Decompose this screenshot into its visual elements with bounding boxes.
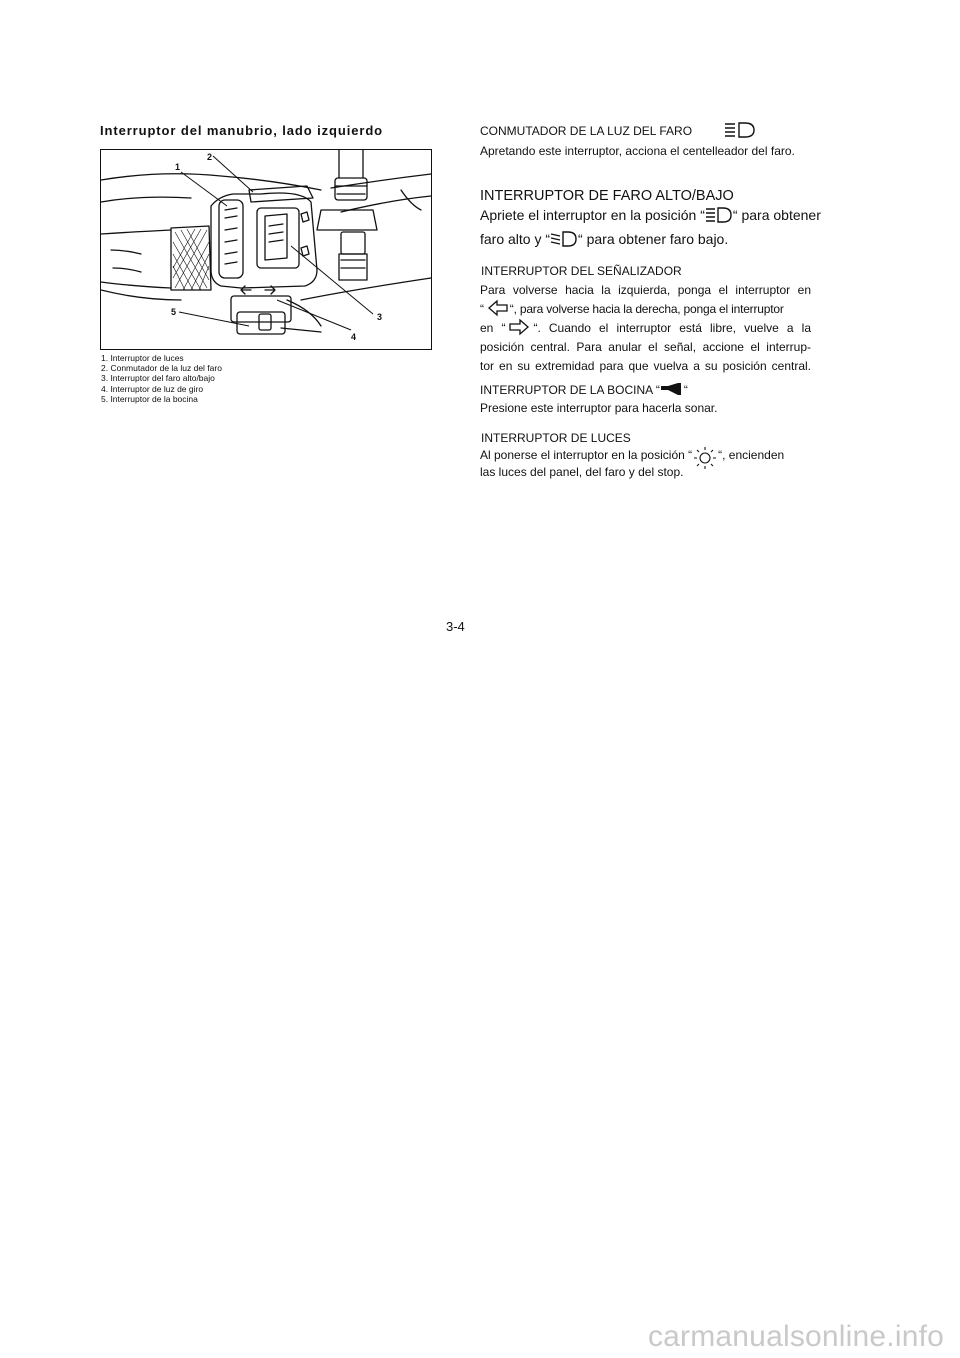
turn-text-line-2 [480,300,811,319]
horn-switch-heading [480,383,688,397]
horn-heading-b: “ [683,383,688,397]
turn-text-3b: “. Cuando el interruptor está libre, vuelve a la [533,321,811,335]
caption-item: 3. Interruptor del faro alto/bajo [101,373,215,384]
turn-text-2a: “ [480,302,484,316]
turn-text-line-3 [480,319,811,338]
high-beam-icon [723,122,757,138]
dimmer-text-1a: Apriete el interruptor en la posición “ [480,207,705,223]
turn-text-2b: “, para volverse hacia la derecha, ponga el interruptor [509,302,784,316]
horn-switch-text: Presione este interruptor para hacerla sonar. [480,401,718,415]
light-text-1b: “, encienden [718,448,785,462]
light-switch-heading: INTERRUPTOR DE LUCES [481,431,631,445]
callout-2: 2 [207,152,213,162]
turn-text-line-4: posición central. Para anular el señal, accione el interrup- [480,340,811,354]
pass-switch-text: Apretando este interruptor, acciona el centelleador del faro. [480,144,795,158]
figure-captions [101,353,222,404]
high-beam-icon [705,207,733,223]
dimmer-switch-line-1 [480,203,821,228]
pass-switch-heading-text: CONMUTADOR DE LA LUZ DEL FARO [480,124,693,138]
caption-item: 4. Interruptor de luz de giro [101,383,204,394]
turn-left-icon [487,299,509,317]
turn-switch-text [480,281,811,376]
dimmer-switch-heading: INTERRUPTOR DE FARO ALTO/BAJO [480,188,734,204]
callout-5: 5 [171,307,177,317]
dimmer-text-2a: faro alto y “ [480,231,551,247]
light-text-1a: Al ponerse el interruptor en la posición “ [480,448,693,462]
watermark: carmanualsonline.info [647,1320,944,1353]
callout-3: 3 [377,312,383,322]
handlebar-switch-illustration [100,149,432,350]
dimmer-text-1b: “ para obtener [732,207,821,223]
light-switch-line-2: las luces del panel, del faro y del stop. [480,465,684,479]
turn-text-line-5: tor en su extremidad para que vuelva a su posición central. [480,359,811,373]
turn-switch-heading: INTERRUPTOR DEL SEÑALIZADOR [481,264,682,278]
figure-title: Interruptor del manubrio, lado izquierdo [100,123,384,138]
caption-item: 1. Interruptor de luces [101,353,184,363]
callout-4: 4 [351,332,357,342]
turn-text-3a: en “ [480,321,506,335]
low-beam-icon [550,231,578,247]
lights-on-icon [692,446,718,470]
dimmer-text-2b: “ para obtener faro bajo. [578,231,729,247]
callout-1: 1 [175,162,181,172]
caption-item: 5. Interruptor de la bocina [101,393,198,404]
turn-right-icon [508,318,530,336]
dimmer-switch-line-2 [480,227,728,252]
page-number: 3-4 [446,619,465,634]
pass-switch-heading [480,124,757,138]
turn-text-line-1: Para volverse hacia la izquierda, ponga el interruptor en [480,283,811,297]
horn-heading-a: INTERRUPTOR DE LA BOCINA “ [480,383,660,397]
horn-icon [660,383,682,395]
handlebar-drawing [101,150,431,349]
caption-item: 2. Conmutador de la luz del faro [101,363,222,374]
